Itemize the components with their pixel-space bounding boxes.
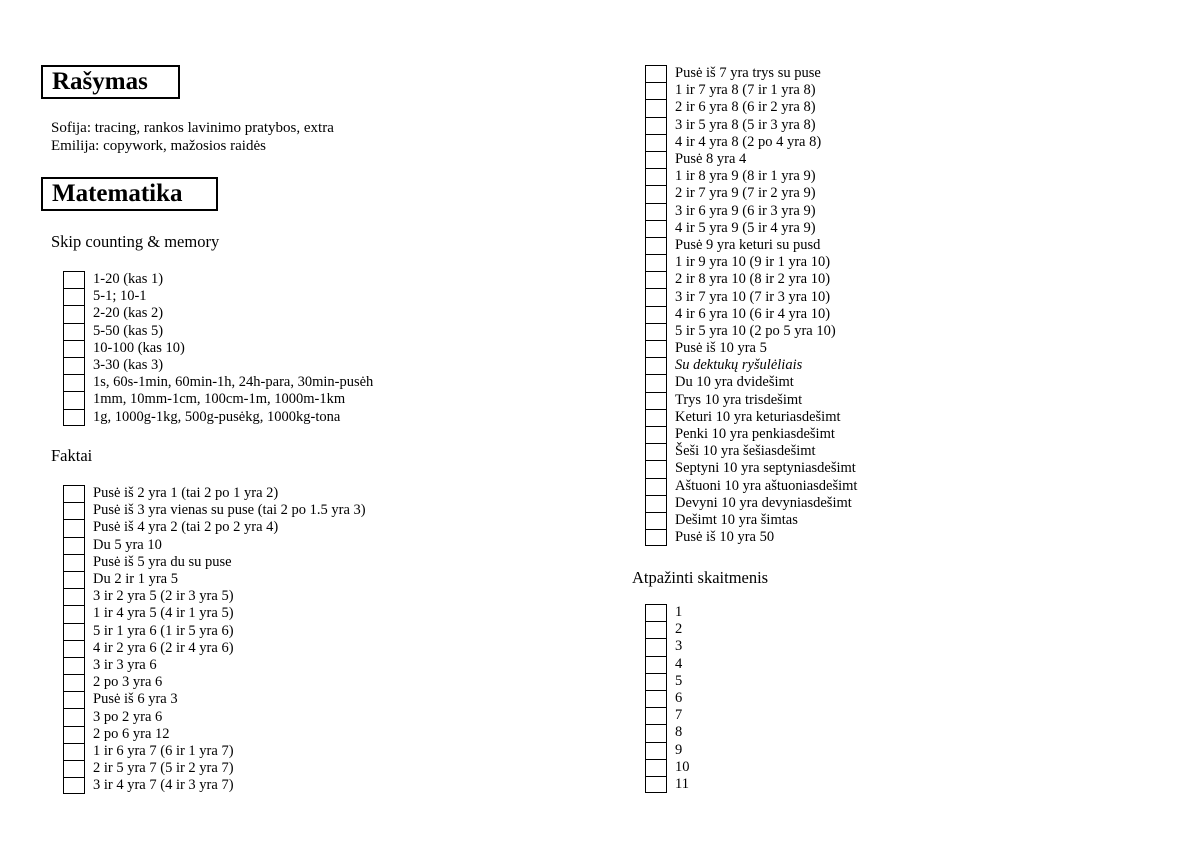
checklist-item [645, 99, 857, 116]
checklist-item [645, 220, 857, 237]
checkbox[interactable] [645, 117, 667, 134]
skip-counting-heading: Skip counting & memory [51, 232, 220, 251]
checklist-item-label: 5-1; 10-1 [93, 288, 147, 305]
checklist-item-label: Pusė iš 7 yra trys su puse [675, 65, 821, 82]
checkbox[interactable] [645, 529, 667, 546]
checklist-item-label: 4 ir 2 yra 6 (2 ir 4 yra 6) [93, 639, 234, 656]
checklist-item-label: 8 [675, 724, 683, 741]
faktai-checklist [63, 485, 366, 794]
checklist-item [645, 254, 857, 271]
checkbox[interactable] [63, 743, 85, 760]
checkbox[interactable] [63, 409, 85, 426]
checkbox[interactable] [645, 306, 667, 323]
checklist-item [645, 742, 690, 759]
checklist-item [63, 657, 366, 674]
checklist-item [645, 512, 857, 529]
checkbox[interactable] [63, 605, 85, 622]
checklist-item [645, 374, 857, 391]
checkbox[interactable] [63, 691, 85, 708]
checklist-item [63, 605, 366, 622]
checkbox[interactable] [645, 690, 667, 707]
checklist-item-label: 1s, 60s-1min, 60min-1h, 24h-para, 30min-pusėh [93, 374, 374, 391]
checklist-item-label: 2 ir 6 yra 8 (6 ir 2 yra 8) [675, 99, 816, 116]
checkbox[interactable] [645, 638, 667, 655]
checklist-item [63, 571, 366, 588]
checkbox[interactable] [63, 271, 85, 288]
checkbox[interactable] [645, 392, 667, 409]
note-emilija: Emilija: copywork, mažosios raidės [51, 137, 266, 154]
checkbox[interactable] [645, 254, 667, 271]
checklist-item [63, 691, 366, 708]
checklist-item [645, 65, 857, 82]
checkbox[interactable] [63, 760, 85, 777]
checkbox[interactable] [63, 674, 85, 691]
checklist-item-label: 3-30 (kas 3) [93, 357, 164, 374]
checklist-item [645, 185, 857, 202]
checkbox[interactable] [645, 151, 667, 168]
checkbox[interactable] [63, 485, 85, 502]
checklist-item-label: 1 ir 4 yra 5 (4 ir 1 yra 5) [93, 605, 234, 622]
checklist-item-label: 1 ir 8 yra 9 (8 ir 1 yra 9) [675, 168, 816, 185]
checklist-item [645, 168, 857, 185]
checklist-item-label: 11 [675, 775, 689, 792]
checklist-item-label: Du 2 ir 1 yra 5 [93, 571, 178, 588]
checklist-item [645, 460, 857, 477]
checklist-item [63, 271, 373, 288]
checkbox[interactable] [63, 554, 85, 571]
checklist-item [63, 743, 366, 760]
checklist-item-label: Pusė 8 yra 4 [675, 151, 747, 168]
checklist-item-label: Devyni 10 yra devyniasdešimt [675, 494, 852, 511]
checklist-item-label: Aštuoni 10 yra aštuoniasdešimt [675, 477, 858, 494]
checklist-item-label: 5 ir 1 yra 6 (1 ir 5 yra 6) [93, 622, 234, 639]
checkbox[interactable] [63, 340, 85, 357]
checkbox[interactable] [63, 305, 85, 322]
checklist-item-label: Pusė iš 6 yra 3 [93, 691, 178, 708]
checklist-item [63, 288, 373, 305]
checklist-item [63, 374, 373, 391]
checklist-item [645, 776, 690, 793]
checklist-item-label: Pusė iš 2 yra 1 (tai 2 po 1 yra 2) [93, 485, 279, 502]
matematika-heading-box [41, 177, 218, 211]
atpazinti-heading: Atpažinti skaitmenis [632, 568, 769, 587]
checklist-item [645, 604, 690, 621]
checklist-item-label: 1mm, 10mm-1cm, 100cm-1m, 1000m-1km [93, 391, 346, 408]
checklist-item [63, 777, 366, 794]
checkbox[interactable] [645, 673, 667, 690]
checklist-item [645, 117, 857, 134]
checklist-item-label: 4 ir 5 yra 9 (5 ir 4 yra 9) [675, 219, 816, 236]
checkbox[interactable] [645, 621, 667, 638]
checkbox[interactable] [63, 571, 85, 588]
checklist-item [645, 529, 857, 546]
checkbox[interactable] [645, 495, 667, 512]
checklist-item [645, 656, 690, 673]
checklist-item-label: 4 ir 4 yra 8 (2 po 4 yra 8) [675, 133, 822, 150]
checklist-item [645, 323, 857, 340]
checklist-item [63, 640, 366, 657]
checkbox[interactable] [645, 707, 667, 724]
checklist-item [645, 724, 690, 741]
checkbox[interactable] [645, 460, 667, 477]
checkbox[interactable] [645, 82, 667, 99]
checklist-item [645, 340, 857, 357]
checkbox[interactable] [63, 357, 85, 374]
checklist-item [63, 519, 366, 536]
checklist-item [645, 357, 857, 374]
checklist-item-label: 4 [675, 655, 683, 672]
checklist-item-label: 3 ir 4 yra 7 (4 ir 3 yra 7) [93, 777, 234, 794]
checkbox[interactable] [63, 657, 85, 674]
checklist-item-label: Pusė iš 5 yra du su puse [93, 553, 232, 570]
checklist-item-label: 6 [675, 690, 683, 707]
checkbox[interactable] [63, 537, 85, 554]
checklist-item-label: 3 ir 3 yra 6 [93, 656, 157, 673]
checkbox[interactable] [645, 409, 667, 426]
checklist-item-label: Septyni 10 yra septyniasdešimt [675, 460, 856, 477]
checklist-item-label: 3 ir 7 yra 10 (7 ir 3 yra 10) [675, 288, 831, 305]
checklist-item [645, 134, 857, 151]
checklist-item [645, 707, 690, 724]
checklist-item-label: 4 ir 6 yra 10 (6 ir 4 yra 10) [675, 305, 831, 322]
checklist-item-label: 2 po 6 yra 12 [93, 725, 170, 742]
checklist-item-label: Keturi 10 yra keturiasdešimt [675, 408, 841, 425]
checkbox[interactable] [645, 443, 667, 460]
checklist-item-label: Dešimt 10 yra šimtas [675, 511, 798, 528]
checkbox[interactable] [63, 640, 85, 657]
checkbox[interactable] [645, 65, 667, 82]
matematika-heading-title: Matematika [52, 180, 183, 207]
checkbox[interactable] [63, 519, 85, 536]
checklist-item [63, 305, 373, 322]
checkbox[interactable] [645, 340, 667, 357]
checklist-item [645, 151, 857, 168]
checklist-item-label: 5 ir 5 yra 10 (2 po 5 yra 10) [675, 322, 836, 339]
checklist-item [645, 426, 857, 443]
checkbox[interactable] [63, 588, 85, 605]
checklist-item [63, 409, 373, 426]
checklist-item-label: 1g, 1000g-1kg, 500g-pusėkg, 1000kg-tona [93, 408, 341, 425]
rasymas-heading-title: Rašymas [52, 68, 148, 95]
checklist-item-label: 3 ir 5 yra 8 (5 ir 3 yra 8) [675, 116, 816, 133]
rasymas-heading-box [41, 65, 180, 99]
checklist-item-label: Du 5 yra 10 [93, 536, 162, 553]
checklist-item-label: Su dektukų ryšulėliais [675, 357, 803, 374]
checklist-item [63, 623, 366, 640]
checklist-item [645, 271, 857, 288]
checklist-item-label: 3 ir 6 yra 9 (6 ir 3 yra 9) [675, 202, 816, 219]
checklist-item [63, 502, 366, 519]
checklist-item-label: Du 10 yra dvidešimt [675, 374, 794, 391]
checklist-item-label: 1 ir 9 yra 10 (9 ir 1 yra 10) [675, 254, 831, 271]
checklist-item [63, 323, 373, 340]
checklist-item [63, 588, 366, 605]
checklist-item [645, 495, 857, 512]
checklist-item-label: 10-100 (kas 10) [93, 339, 185, 356]
checklist-item-label: 3 [675, 638, 683, 655]
checkbox[interactable] [645, 288, 667, 305]
checklist-item [645, 237, 857, 254]
checklist-item-label: 1 [675, 604, 683, 621]
checklist-item [63, 674, 366, 691]
checkbox[interactable] [645, 426, 667, 443]
checkbox[interactable] [645, 776, 667, 793]
checklist-item [645, 621, 690, 638]
checkbox[interactable] [645, 237, 667, 254]
checklist-item-label: Pusė iš 10 yra 50 [675, 529, 775, 546]
checklist-item [63, 357, 373, 374]
checklist-item [63, 485, 366, 502]
checklist-item [645, 478, 857, 495]
checklist-item [645, 306, 857, 323]
checkbox[interactable] [63, 288, 85, 305]
checklist-item-label: 1 ir 7 yra 8 (7 ir 1 yra 8) [675, 82, 816, 99]
checklist-item-label: 2 ir 5 yra 7 (5 ir 2 yra 7) [93, 760, 234, 777]
checklist-item-label: Pusė iš 10 yra 5 [675, 340, 767, 357]
checklist-item [645, 203, 857, 220]
checklist-item-label: 7 [675, 707, 683, 724]
checklist-item [645, 288, 857, 305]
checkbox[interactable] [645, 759, 667, 776]
checklist-item-label: 2-20 (kas 2) [93, 305, 164, 322]
checklist-item-label: 2 po 3 yra 6 [93, 674, 163, 691]
checkbox[interactable] [645, 742, 667, 759]
checkbox[interactable] [645, 134, 667, 151]
checklist-item-label: 5-50 (kas 5) [93, 322, 164, 339]
checklist-item-label: 2 ir 7 yra 9 (7 ir 2 yra 9) [675, 185, 816, 202]
checklist-item-label: 2 ir 8 yra 10 (8 ir 2 yra 10) [675, 271, 831, 288]
checklist-item [645, 443, 857, 460]
checklist-item-label: Trys 10 yra trisdešimt [675, 391, 803, 408]
skip-counting-checklist [63, 271, 373, 426]
checkbox[interactable] [63, 708, 85, 725]
checkbox[interactable] [63, 391, 85, 408]
checkbox[interactable] [645, 168, 667, 185]
checklist-item [63, 340, 373, 357]
checklist-item-label: Pusė iš 3 yra vienas su puse (tai 2 po 1.5 yra 3) [93, 502, 366, 519]
faktai-heading: Faktai [51, 446, 93, 465]
checklist-item-label: 5 [675, 672, 683, 689]
checklist-item [63, 708, 366, 725]
checklist-item-label: Pusė iš 4 yra 2 (tai 2 po 2 yra 4) [93, 519, 279, 536]
checklist-item [645, 409, 857, 426]
checkbox[interactable] [645, 99, 667, 116]
checkbox[interactable] [645, 185, 667, 202]
checklist-item [63, 760, 366, 777]
checklist-item [645, 638, 690, 655]
faktai-continued-checklist [645, 65, 857, 546]
checklist-item-label: Šeši 10 yra šešiasdešimt [675, 443, 816, 460]
checkbox[interactable] [645, 323, 667, 340]
checklist-item-label: 3 ir 2 yra 5 (2 ir 3 yra 5) [93, 588, 234, 605]
checkbox[interactable] [63, 502, 85, 519]
rasymas-notes [51, 120, 334, 155]
checkbox[interactable] [645, 656, 667, 673]
checkbox[interactable] [645, 604, 667, 621]
checklist-item [645, 759, 690, 776]
checkbox[interactable] [645, 374, 667, 391]
checklist-item-label: 10 [675, 758, 690, 775]
checklist-item-label: 9 [675, 741, 683, 758]
checklist-item [63, 554, 366, 571]
note-sofija: Sofija: tracing, rankos lavinimo pratybos, extra [51, 120, 334, 136]
checkbox[interactable] [645, 203, 667, 220]
checklist-item [63, 726, 366, 743]
checkbox[interactable] [645, 724, 667, 741]
checklist-item [645, 392, 857, 409]
checkbox[interactable] [645, 478, 667, 495]
checkbox[interactable] [645, 220, 667, 237]
checklist-item [63, 391, 373, 408]
checkbox[interactable] [645, 357, 667, 374]
atpazinti-checklist [645, 604, 690, 793]
checkbox[interactable] [63, 777, 85, 794]
checklist-item-label: Pusė 9 yra keturi su pusd [675, 236, 821, 253]
checkbox[interactable] [63, 623, 85, 640]
checkbox[interactable] [645, 512, 667, 529]
checkbox[interactable] [63, 323, 85, 340]
checkbox[interactable] [63, 374, 85, 391]
checklist-item-label: 3 po 2 yra 6 [93, 708, 163, 725]
checklist-item [63, 537, 366, 554]
checklist-item-label: Penki 10 yra penkiasdešimt [675, 426, 835, 443]
checkbox[interactable] [645, 271, 667, 288]
checklist-item-label: 1 ir 6 yra 7 (6 ir 1 yra 7) [93, 742, 234, 759]
checklist-item-label: 1-20 (kas 1) [93, 271, 164, 288]
checklist-item [645, 690, 690, 707]
checklist-item [645, 82, 857, 99]
checklist-item-label: 2 [675, 621, 683, 638]
checklist-item [645, 673, 690, 690]
checkbox[interactable] [63, 726, 85, 743]
